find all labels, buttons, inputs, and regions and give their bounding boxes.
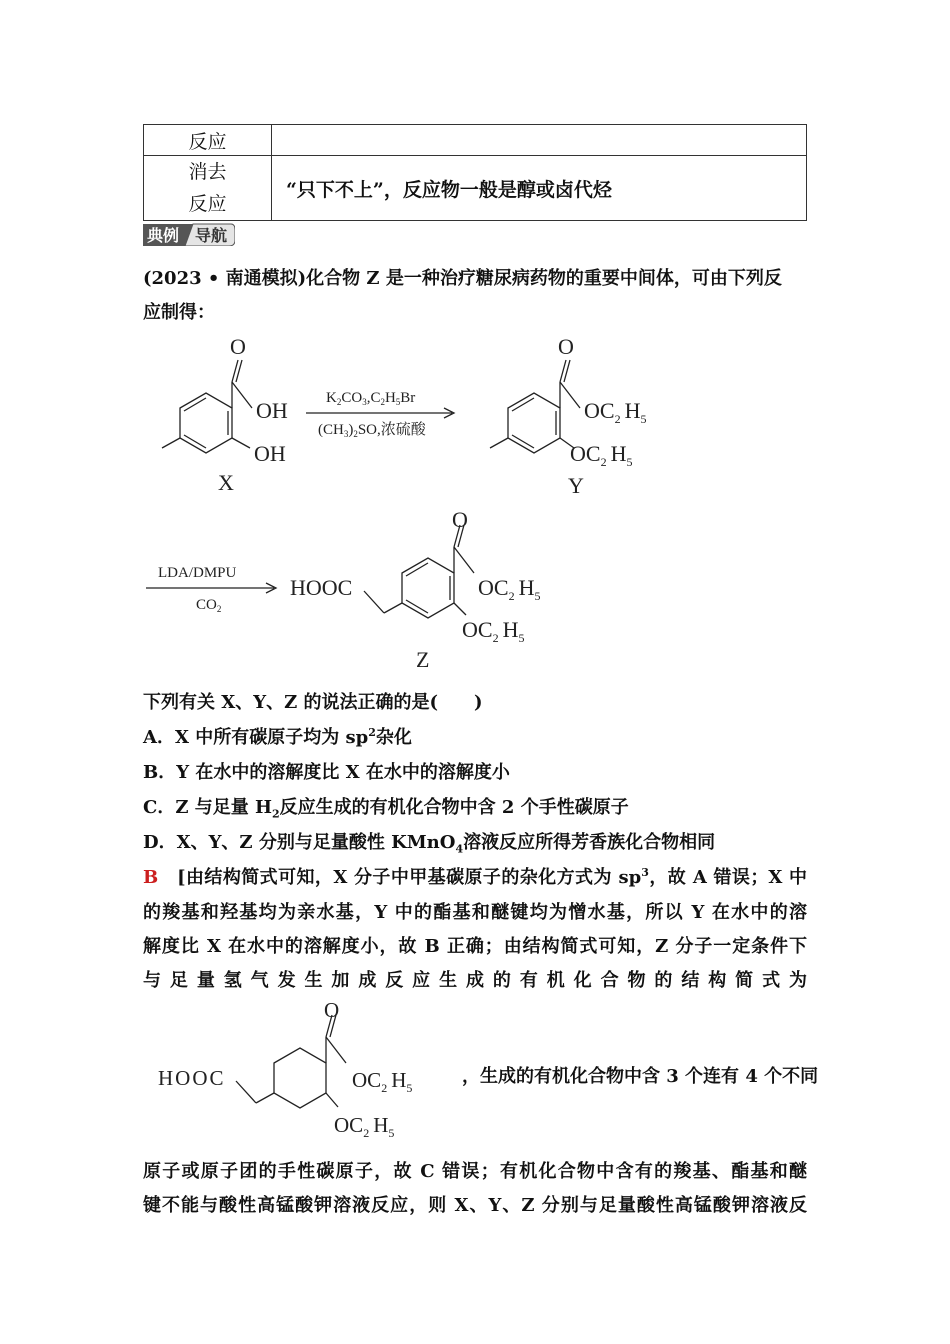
group-OC2H5: $OC_2$ $H_5$ <box>478 575 541 603</box>
group-OC2H5: $OC_2$ $H_5$ <box>584 398 647 426</box>
reaction-scheme-x-to-y <box>150 330 670 500</box>
answer-line: 解度比 X 在水中的溶解度小，故 B 正确；由结构简式可知，Z 分子一定条件下 <box>143 936 807 957</box>
group-OC2H5: $OC_2$ $H_5$ <box>334 1113 395 1140</box>
answer-line: 与足量氢气发生加成反应生成的有机化合物的结构简式为 <box>143 970 807 991</box>
option-c: C．Z 与足量 $H_2$反应生成的有机化合物中含 2 个手性碳原子 <box>143 797 629 821</box>
answer-line: ，生成的有机化合物中含 3 个连有 4 个不同 <box>462 1066 819 1087</box>
atom-O: O <box>452 507 468 532</box>
answer-key: B <box>143 867 159 888</box>
option-b: B．Y 在水中的溶解度比 X 在水中的溶解度小 <box>143 762 510 783</box>
answer-line: 原子或原子团的手性碳原子，故 C 错误；有机化合物中含有的羧基、酯基和醚 <box>143 1161 807 1182</box>
reaction-type-table <box>143 124 807 221</box>
atom-OH: OH <box>254 441 286 466</box>
question-prompt: 下列有关 X、Y、Z 的说法正确的是( ) <box>143 692 483 713</box>
badge-left-text: 典例 <box>147 226 180 245</box>
answer-line: 的羧基和羟基均为亲水基，Y 中的酯基和醚键均为憎水基，所以 Y 在水中的溶 <box>143 902 807 923</box>
atom-O: O <box>324 998 340 1022</box>
question-line: (2023 • 南通模拟)化合物 Z 是一种治疗糖尿病药物的重要中间体，可由下列反 <box>143 268 782 289</box>
group-HOOC: HOOC <box>158 1066 226 1090</box>
reaction-scheme-to-z <box>140 505 600 675</box>
group-HOOC: HOOC <box>290 575 353 600</box>
group-OC2H5: $OC_2$ $H_5$ <box>352 1068 413 1095</box>
example-guide-badge <box>143 222 235 246</box>
answer-line: B [由结构简式可知，X 分子中甲基碳原子的杂化方式为 $sp^3$，故 A 错误；X 中 <box>143 866 808 888</box>
label-Y: Y <box>568 473 584 498</box>
table-cell-content <box>272 125 807 156</box>
hydrogenated-product-structure <box>150 995 450 1145</box>
atom-OH: OH <box>256 398 288 423</box>
table-cell-label: 反应 <box>144 125 272 156</box>
table-label-line: 消去 <box>188 161 227 183</box>
option-a: A．X 中所有碳原子均为 $sp^2$杂化 <box>143 726 412 748</box>
badge-right-text: 导航 <box>195 226 228 245</box>
table-cell-content: “只下不上”，反应物一般是醇或卤代烃 <box>272 156 807 221</box>
table-label-line: 反应 <box>188 193 227 215</box>
reagent-bottom: $(CH_3)_2SO$,浓硫酸 <box>318 422 426 439</box>
label-Z: Z <box>416 647 430 672</box>
atom-O: O <box>558 334 574 359</box>
table-cell-label <box>144 156 272 221</box>
group-OC2H5: $OC_2$ $H_5$ <box>462 617 525 645</box>
answer-line: 键不能与酸性高锰酸钾溶液反应，则 X、Y、Z 分别与足量酸性高锰酸钾溶液反 <box>143 1195 807 1216</box>
question-line: 应制得： <box>143 302 215 323</box>
reagent-bottom: $CO_2$ <box>196 597 222 614</box>
group-OC2H5: $OC_2$ $H_5$ <box>570 441 633 469</box>
reagent-top: LDA/DMPU <box>158 565 237 581</box>
option-d: D．X、Y、Z 分别与足量酸性 KMnO$_4$溶液反应所得芳香族化合物相同 <box>143 832 716 856</box>
reagent-top: $K_2CO_3,C_2H_5Br$ <box>326 390 416 407</box>
label-X: X <box>218 470 234 495</box>
atom-O: O <box>230 334 246 359</box>
